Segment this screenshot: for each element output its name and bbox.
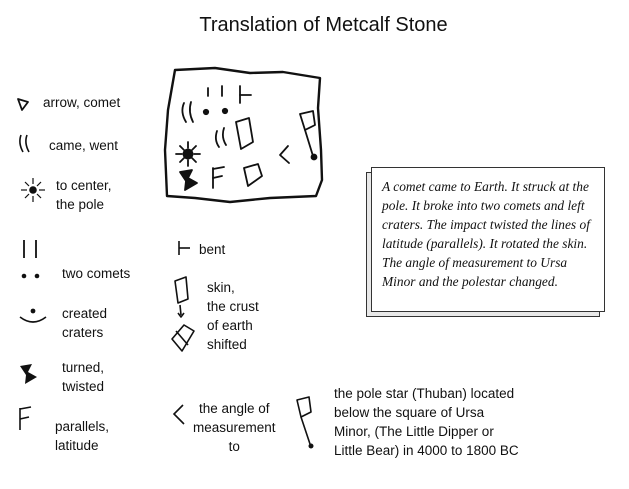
parallels-icon xyxy=(14,406,38,434)
label-skin-crust: skin, the crust of earth shifted xyxy=(207,280,259,352)
bent-icon xyxy=(175,239,195,259)
label-craters: created craters xyxy=(62,306,108,340)
pole-star-icon xyxy=(290,392,320,462)
page-title: Translation of Metcalf Stone xyxy=(199,14,448,36)
angle-icon xyxy=(170,402,190,432)
comet-arrow-icon xyxy=(14,96,34,116)
label-angle-measurement: the angle of measurement to xyxy=(193,401,276,454)
label-center-pole: to center, the pole xyxy=(56,178,112,212)
craters-icon xyxy=(16,305,50,329)
came-went-icon xyxy=(16,133,36,157)
label-pole-star: the pole star (Thuban) located below the square of Ursa Minor, (The Little Dipper or Little Bear) in 4000 to 1800 BC xyxy=(334,386,519,458)
label-bent: bent xyxy=(199,242,226,257)
skin-shift-icon xyxy=(166,273,200,357)
two-comets-icon xyxy=(17,238,47,286)
twisted-icon xyxy=(17,363,43,387)
label-came-went: came, went xyxy=(49,138,119,153)
sun-pole-icon xyxy=(18,175,48,205)
label-turned-twisted: turned, twisted xyxy=(62,360,105,394)
label-two-comets: two comets xyxy=(62,266,131,281)
label-parallels-latitude: parallels, latitude xyxy=(55,419,110,453)
translation-box: A comet came to Earth. It struck at the pole. It broke into two comets and left craters. The impact twisted the lines of latitude (parallels). It rotated the skin. The angle of measurement to Ursa Minor and the polestar changed. xyxy=(371,167,605,312)
label-arrow-comet: arrow, comet xyxy=(43,95,121,110)
